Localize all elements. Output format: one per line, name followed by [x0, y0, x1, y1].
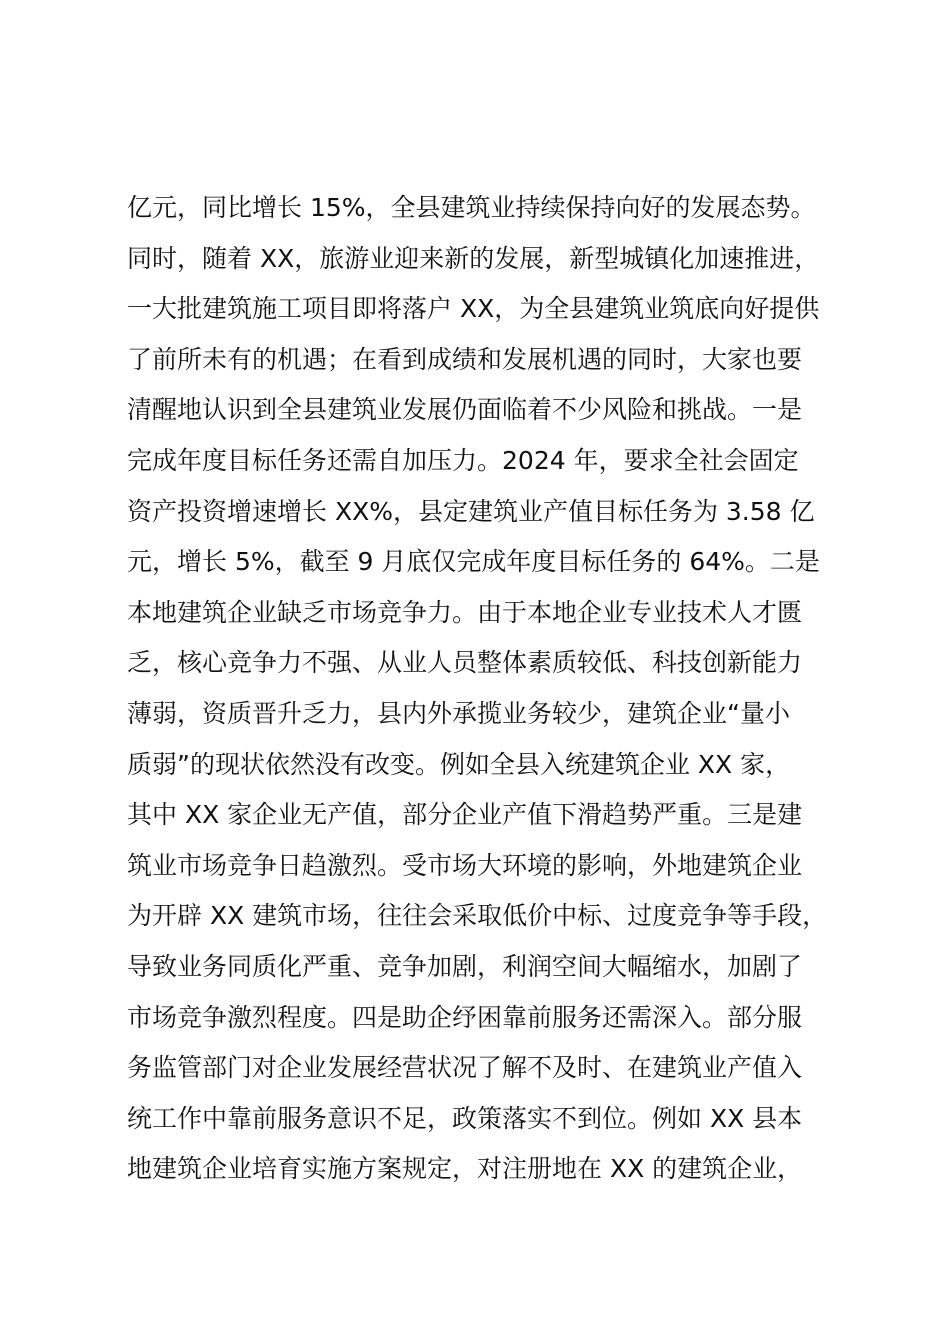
- body-paragraph: [127, 183, 857, 1195]
- text-line: 同时，随着 XX，旅游业迎来新的发展，新型城镇化加速推进，: [127, 243, 820, 273]
- text-line: 了前所未有的机遇；在看到成绩和发展机遇的同时，大家也要: [127, 344, 803, 374]
- text-line: 为开辟 XX 建筑市场，往往会采取低价中标、过度竞争等手段，: [127, 901, 828, 931]
- text-line: 完成年度目标任务还需自加压力。2024 年，要求全社会固定: [127, 445, 799, 475]
- text-line: 清醒地认识到全县建筑业发展仍面临着不少风险和挑战。一是: [127, 395, 803, 425]
- text-line: 筑业市场竞争日趋激烈。受市场大环境的影响，外地建筑企业: [127, 850, 803, 880]
- text-line: 元，增长 5%，截至 9 月底仅完成年度目标任务的 64%。二是: [127, 547, 820, 577]
- text-line: 资产投资增速增长 XX%，县定建筑业产值目标任务为 3.58 亿: [127, 496, 815, 526]
- text-line: 地建筑企业培育实施方案规定，对注册地在 XX 的建筑企业，: [127, 1154, 803, 1184]
- text-line: 务监管部门对企业发展经营状况了解不及时、在建筑业产值入: [127, 1053, 803, 1083]
- text-line: 亿元，同比增长 15%，全县建筑业持续保持向好的发展态势。: [127, 193, 816, 222]
- text-line: 本地建筑企业缺乏市场竞争力。由于本地企业专业技术人才匮: [127, 597, 803, 627]
- text-line: 一大批建筑施工项目即将落户 XX，为全县建筑业筑底向好提供: [127, 294, 820, 324]
- text-line: 质弱”的现状依然没有改变。例如全县入统建筑企业 XX 家，: [127, 749, 791, 779]
- text-line: 导致业务同质化严重、竞争加剧，利润空间大幅缩水，加剧了: [127, 951, 803, 981]
- text-line: 市场竞争激烈程度。四是助企纾困靠前服务还需深入。部分服: [127, 1002, 803, 1032]
- text-line: 统工作中靠前服务意识不足，政策落实不到位。例如 XX 县本: [127, 1103, 803, 1133]
- text-line: 其中 XX 家企业无产值，部分企业产值下滑趋势严重。三是建: [127, 800, 803, 830]
- text-line: 乏，核心竞争力不强、从业人员整体素质较低、科技创新能力: [127, 648, 803, 678]
- text-line: 薄弱，资质晋升乏力，县内外承揽业务较少，建筑企业“量小: [127, 698, 790, 728]
